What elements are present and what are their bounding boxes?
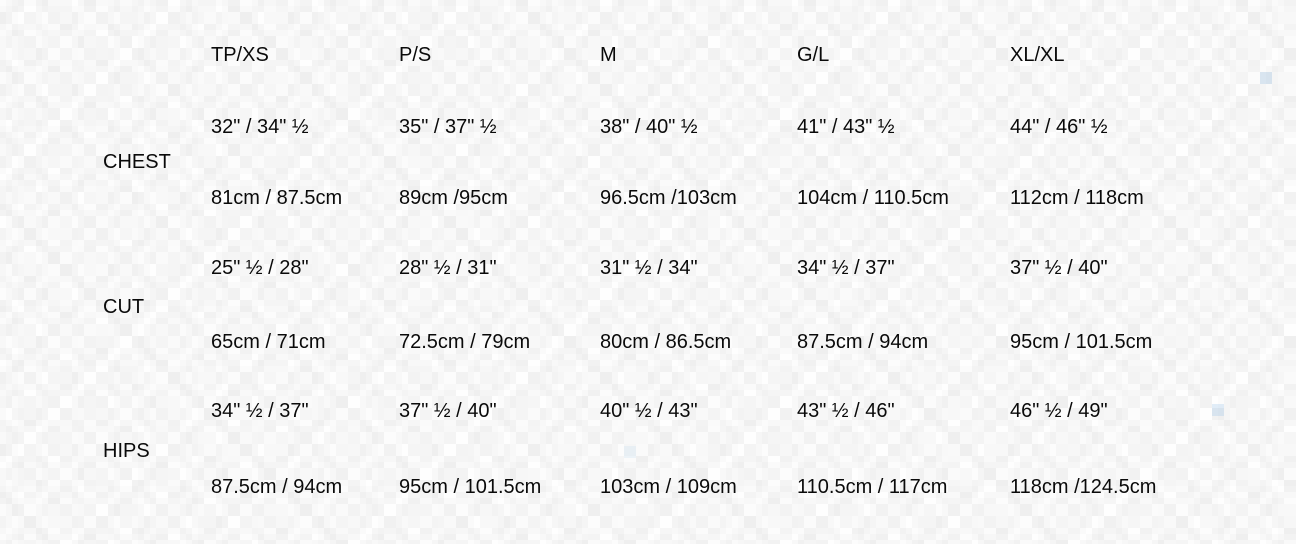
chest-cm-xlxl: 112cm / 118cm [1010, 187, 1144, 209]
background-tint-square [1260, 72, 1272, 84]
size-header-row [0, 43, 1296, 67]
chest-cm-ps: 89cm /95cm [399, 187, 508, 209]
chest-inches-row [0, 115, 1296, 139]
column-header-gl: G/L [797, 44, 830, 66]
chest-cm-tpxs: 81cm / 87.5cm [211, 187, 343, 209]
chest-inches-ps: 35" / 37" ½ [399, 116, 497, 138]
hips-cm-row [0, 475, 1296, 499]
cut-cm-xlxl: 95cm / 101.5cm [1010, 331, 1153, 353]
cut-inches-gl: 34" ½ / 37" [797, 257, 895, 279]
hips-inches-gl: 43" ½ / 46" [797, 400, 895, 422]
row-label-hips: HIPS [103, 440, 150, 462]
hips-cm-m: 103cm / 109cm [600, 476, 737, 498]
column-header-tpxs: TP/XS [211, 44, 269, 66]
chest-cm-row [0, 186, 1296, 210]
background-tint-square [624, 446, 636, 458]
cut-inches-row [0, 256, 1296, 280]
row-label-spacer [103, 399, 211, 423]
cut-inches-tpxs: 25" ½ / 28" [211, 257, 309, 279]
chest-inches-xlxl: 44" / 46" ½ [1010, 116, 1108, 138]
cut-cm-ps: 72.5cm / 79cm [399, 331, 531, 353]
hips-cm-tpxs: 87.5cm / 94cm [211, 476, 343, 498]
chest-inches-tpxs: 32" / 34" ½ [211, 116, 309, 138]
cut-inches-ps: 28" ½ / 31" [399, 257, 497, 279]
column-header-ps: P/S [399, 44, 432, 66]
row-label-spacer [103, 256, 211, 280]
row-label-spacer [103, 43, 211, 67]
row-label-chest: CHEST [103, 151, 171, 173]
column-header-xlxl: XL/XL [1010, 44, 1065, 66]
cut-inches-xlxl: 37" ½ / 40" [1010, 257, 1108, 279]
hips-inches-m: 40" ½ / 43" [600, 400, 698, 422]
column-header-m: M [600, 44, 617, 66]
row-label-spacer [103, 186, 211, 210]
chest-inches-gl: 41" / 43" ½ [797, 116, 895, 138]
row-label-cut: CUT [103, 296, 145, 318]
cut-cm-gl: 87.5cm / 94cm [797, 331, 929, 353]
row-label-spacer [103, 115, 211, 139]
chest-cm-gl: 104cm / 110.5cm [797, 187, 949, 209]
chest-inches-m: 38" / 40" ½ [600, 116, 698, 138]
hips-inches-ps: 37" ½ / 40" [399, 400, 497, 422]
cut-cm-m: 80cm / 86.5cm [600, 331, 732, 353]
row-label-spacer [103, 330, 211, 354]
hips-cm-xlxl: 118cm /124.5cm [1010, 476, 1157, 498]
cut-cm-row [0, 330, 1296, 354]
hips-cm-gl: 110.5cm / 117cm [797, 476, 948, 498]
hips-inches-tpxs: 34" ½ / 37" [211, 400, 309, 422]
hips-inches-xlxl: 46" ½ / 49" [1010, 400, 1108, 422]
cut-inches-m: 31" ½ / 34" [600, 257, 698, 279]
row-label-spacer [103, 475, 211, 499]
cut-cm-tpxs: 65cm / 71cm [211, 331, 326, 353]
hips-inches-row [0, 399, 1296, 423]
chest-cm-m: 96.5cm /103cm [600, 187, 737, 209]
hips-cm-ps: 95cm / 101.5cm [399, 476, 542, 498]
